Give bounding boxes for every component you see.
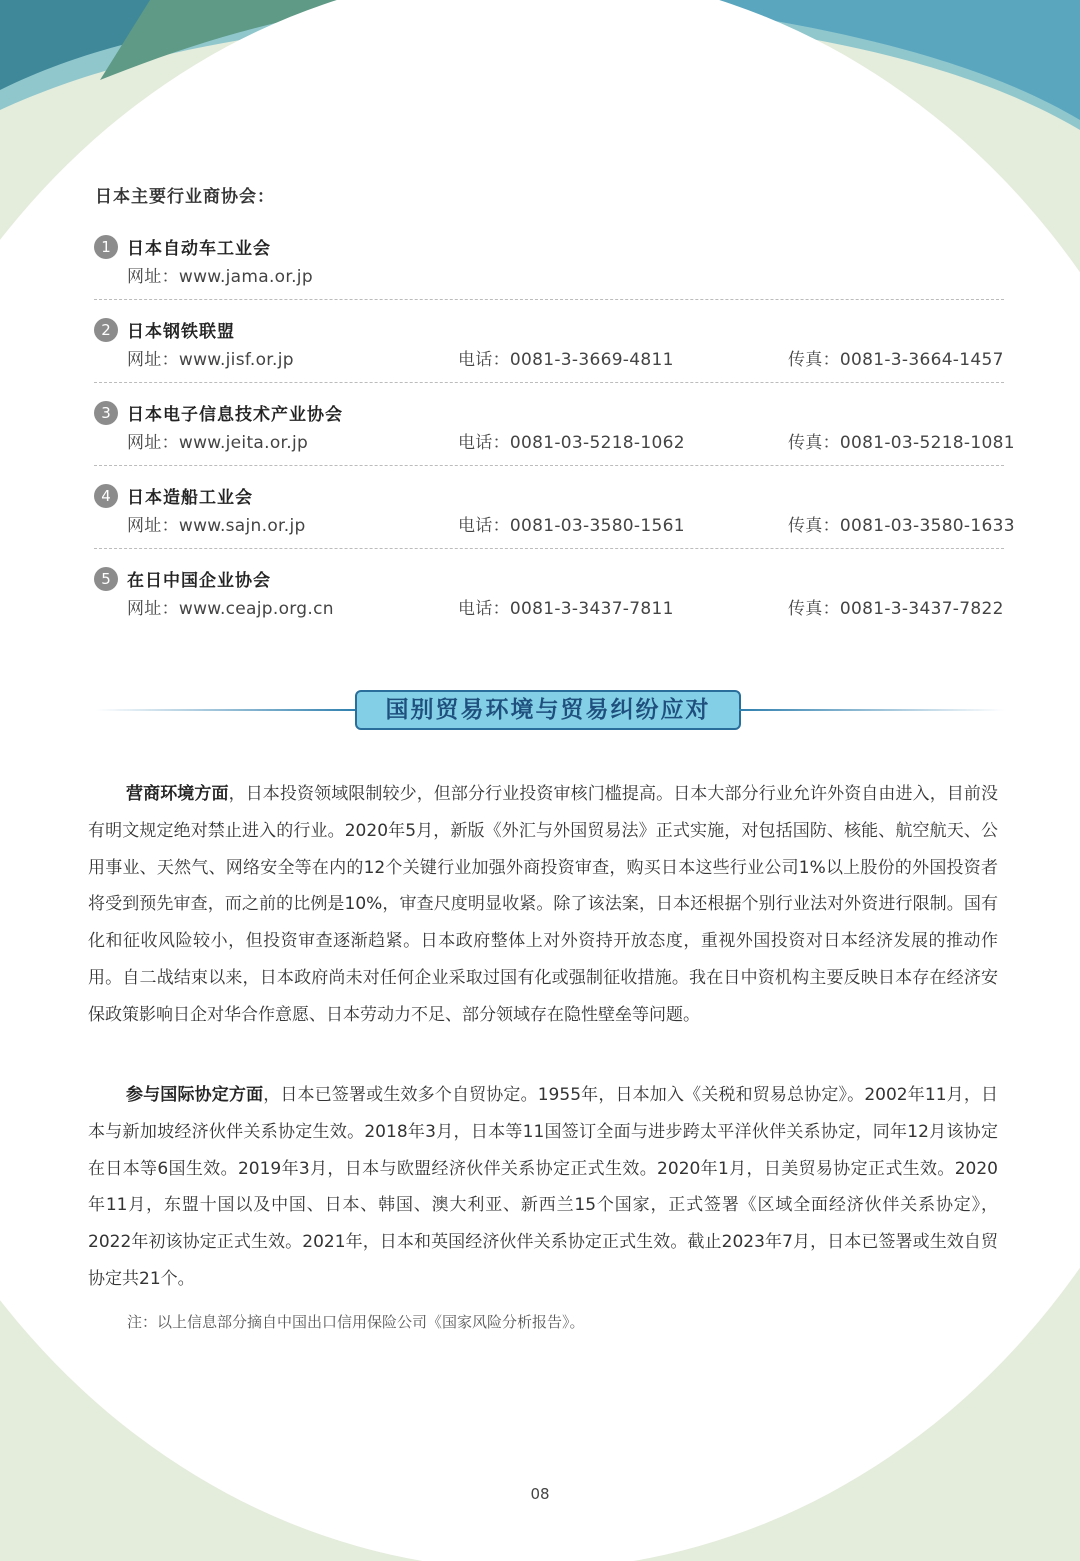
association-name: 日本电子信息技术产业协会: [127, 405, 343, 425]
title-rule-left: [95, 709, 357, 711]
website-field[interactable]: 网址：www.jisf.or.jp: [127, 350, 294, 370]
association-item: [94, 564, 1004, 647]
dashed-divider: [94, 382, 1004, 383]
title-rule-right: [739, 709, 1005, 711]
fax-field: 传真：0081-3-3664-1457: [788, 350, 1004, 370]
fax-field: 传真：0081-3-3437-7822: [788, 599, 1004, 619]
association-item: [94, 232, 1004, 315]
association-heading: 日本主要行业商协会：: [95, 187, 275, 207]
association-name: 日本钢铁联盟: [127, 322, 235, 342]
paragraph-lead: 参与国际协定方面: [126, 1085, 264, 1105]
association-item: [94, 398, 1015, 481]
website-field[interactable]: 网址：www.jeita.or.jp: [127, 433, 309, 453]
phone-field: 电话：0081-03-3580-1561: [458, 516, 685, 536]
fax-field: 传真：0081-03-3580-1633: [788, 516, 1015, 536]
fax-field: 传真：0081-03-5218-1081: [788, 433, 1015, 453]
paragraph-lead: 营商环境方面: [126, 784, 229, 804]
number-badge: 2: [94, 318, 118, 342]
association-name: 日本自动车工业会: [127, 239, 271, 259]
number-badge: 3: [94, 401, 118, 425]
number-badge: 1: [94, 235, 118, 259]
source-note: 注：以上信息部分摘自中国出口信用保险公司《国家风险分析报告》。: [127, 1313, 585, 1331]
dashed-divider: [94, 299, 1004, 300]
international-agreements-paragraph: [88, 1077, 998, 1298]
association-name: 日本造船工业会: [127, 488, 253, 508]
page-number: 08: [530, 1485, 550, 1503]
website-field[interactable]: 网址：www.jama.or.jp: [127, 267, 313, 287]
paragraph-text: ，日本已签署或生效多个自贸协定。1955年，日本加入《关税和贸易总协定》。2002年11月，日本与新加坡经济伙伴关系协定生效。2018年3月，日本等11国签订全面与进步跨太平洋伙伴关系协定，同年12月该协定在日本等6国生效。2019年3月，日本与欧盟经济伙伴关系协定正式生效。2020年1月，日美贸易协定正式生效。2020年11月，东盟十国以及中国、日本、韩国、澳大利亚、新西兰15个国家，正式签署《区域全面经济伙伴关系协定》，2022年初该协定正式生效。2021年，日本和英国经济伙伴关系协定正式生效。截止2023年7月，日本已签署或生效自贸协定共21个。: [88, 1085, 998, 1289]
website-field[interactable]: 网址：www.ceajp.org.cn: [127, 599, 334, 619]
dashed-divider: [94, 465, 1004, 466]
paragraph-text: ，日本投资领域限制较少，但部分行业投资审核门槛提高。日本大部分行业允许外资自由进入，目前没有明文规定绝对禁止进入的行业。2020年5月，新版《外汇与外国贸易法》正式实施，对包括国防、核能、航空航天、公用事业、天然气、网络安全等在内的12个关键行业加强外商投资审查，购买日本这些行业公司1%以上股份的外国投资者将受到预先审查，而之前的比例是10%，审查尺度明显收紧。除了该法案，日本还根据个别行业法对外资进行限制。国有化和征收风险较小，但投资审查逐渐趋紧。日本政府整体上对外资持开放态度，重视外国投资对日本经济发展的推动作用。自二战结束以来，日本政府尚未对任何企业采取过国有化或强制征收措施。我在日中资机构主要反映日本存在经济安保政策影响日企对华合作意愿、日本劳动力不足、部分领域存在隐性壁垒等问题。: [88, 784, 999, 1025]
association-item: [94, 315, 1004, 398]
dashed-divider: [94, 548, 1004, 549]
business-environment-paragraph: [88, 776, 998, 1034]
association-list: [94, 232, 1015, 647]
phone-field: 电话：0081-3-3437-7811: [458, 599, 674, 619]
number-badge: 4: [94, 484, 118, 508]
association-item: [94, 481, 1015, 564]
number-badge: 5: [94, 567, 118, 591]
section-header: [95, 690, 1005, 730]
phone-field: 电话：0081-3-3669-4811: [458, 350, 674, 370]
phone-field: 电话：0081-03-5218-1062: [458, 433, 685, 453]
section-title: 国别贸易环境与贸易纠纷应对: [355, 690, 741, 730]
website-field[interactable]: 网址：www.sajn.or.jp: [127, 516, 306, 536]
association-name: 在日中国企业协会: [127, 571, 271, 591]
